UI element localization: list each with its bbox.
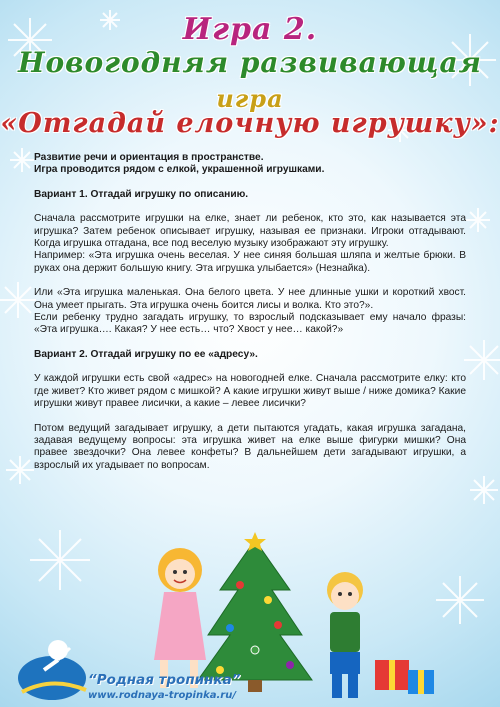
intro-line-2: Игра проводится рядом с елкой, украшенной игрушками. — [34, 164, 325, 176]
variant-2-paragraph-2: Потом ведущий загадывает игрушку, а дети пытаются угадать, какая игрушка загадана, задавая ведущему вопросы: эта игрушка живет на елке выше фигурки мишки? Она правее звездочки? Она левее конфеты? В дальнейшем дети загадывают игрушки, а взрослый их угадывает по вопросам. — [34, 422, 466, 471]
variant-1-paragraph-3: Или «Эта игрушка маленькая. Она белого цвета. У нее длинные ушки и короткий хвост. Она умеет прыгать. Эта игрушка очень боится лисы и волка. Кто это?». — [34, 287, 466, 311]
variant-1-paragraph-2: Например: «Эта игрушка очень веселая. У нее синяя большая шляпа и желтые брюки. В руках она держит большую книгу. Эта игрушка улыбается» (Незнайка). — [34, 250, 466, 274]
logo-name: “Родная тропинка” — [88, 672, 241, 688]
logo-url[interactable]: www.rodnaya-tropinka.ru/ — [88, 690, 236, 701]
gift-boxes — [375, 660, 434, 694]
variant-2-paragraph-1: У каждой игрушки есть свой «адрес» на новогодней елке. Сначала рассмотрите елку: кто где живет? Кто живет рядом с мишкой? А какие игрушки живут выше / ниже домика? Какие игрушки живут правее лисички, а какие – левее лисички? — [34, 373, 466, 410]
title-line-2: Новогодняя развивающая — [18, 46, 482, 79]
title-line-3: игра — [216, 84, 284, 113]
variant-1-paragraph-4: Если ребенку трудно загадать игрушку, то взрослый подсказывает ему начало фразы: «Эта игрушка…. Какая? У нее есть… что? Хвост у нее… какой?» — [34, 312, 466, 336]
title-game-number: Игра 2. — [182, 12, 318, 47]
variant-1-paragraph-1: Сначала рассмотрите игрушки на елке, знает ли ребенок, кто это, как называется эта игрушка? Затем ребенок описывает игрушку, называя ее признаки. Игроки отгадывают. Когда игрушка отгадана, все под веселую музыку изображают эту игрушку. — [34, 213, 466, 250]
article-body — [34, 152, 466, 472]
boy-figure — [327, 572, 363, 698]
variant-1-heading: Вариант 1. Отгадай игрушку по описанию. — [34, 188, 249, 200]
variant-2-heading: Вариант 2. Отгадай игрушку по ее «адресу». — [34, 348, 258, 360]
title-game-name: «Отгадай елочную игрушку»: — [0, 108, 500, 139]
intro-line-1: Развитие речи и ориентация в пространстве. — [34, 152, 264, 163]
